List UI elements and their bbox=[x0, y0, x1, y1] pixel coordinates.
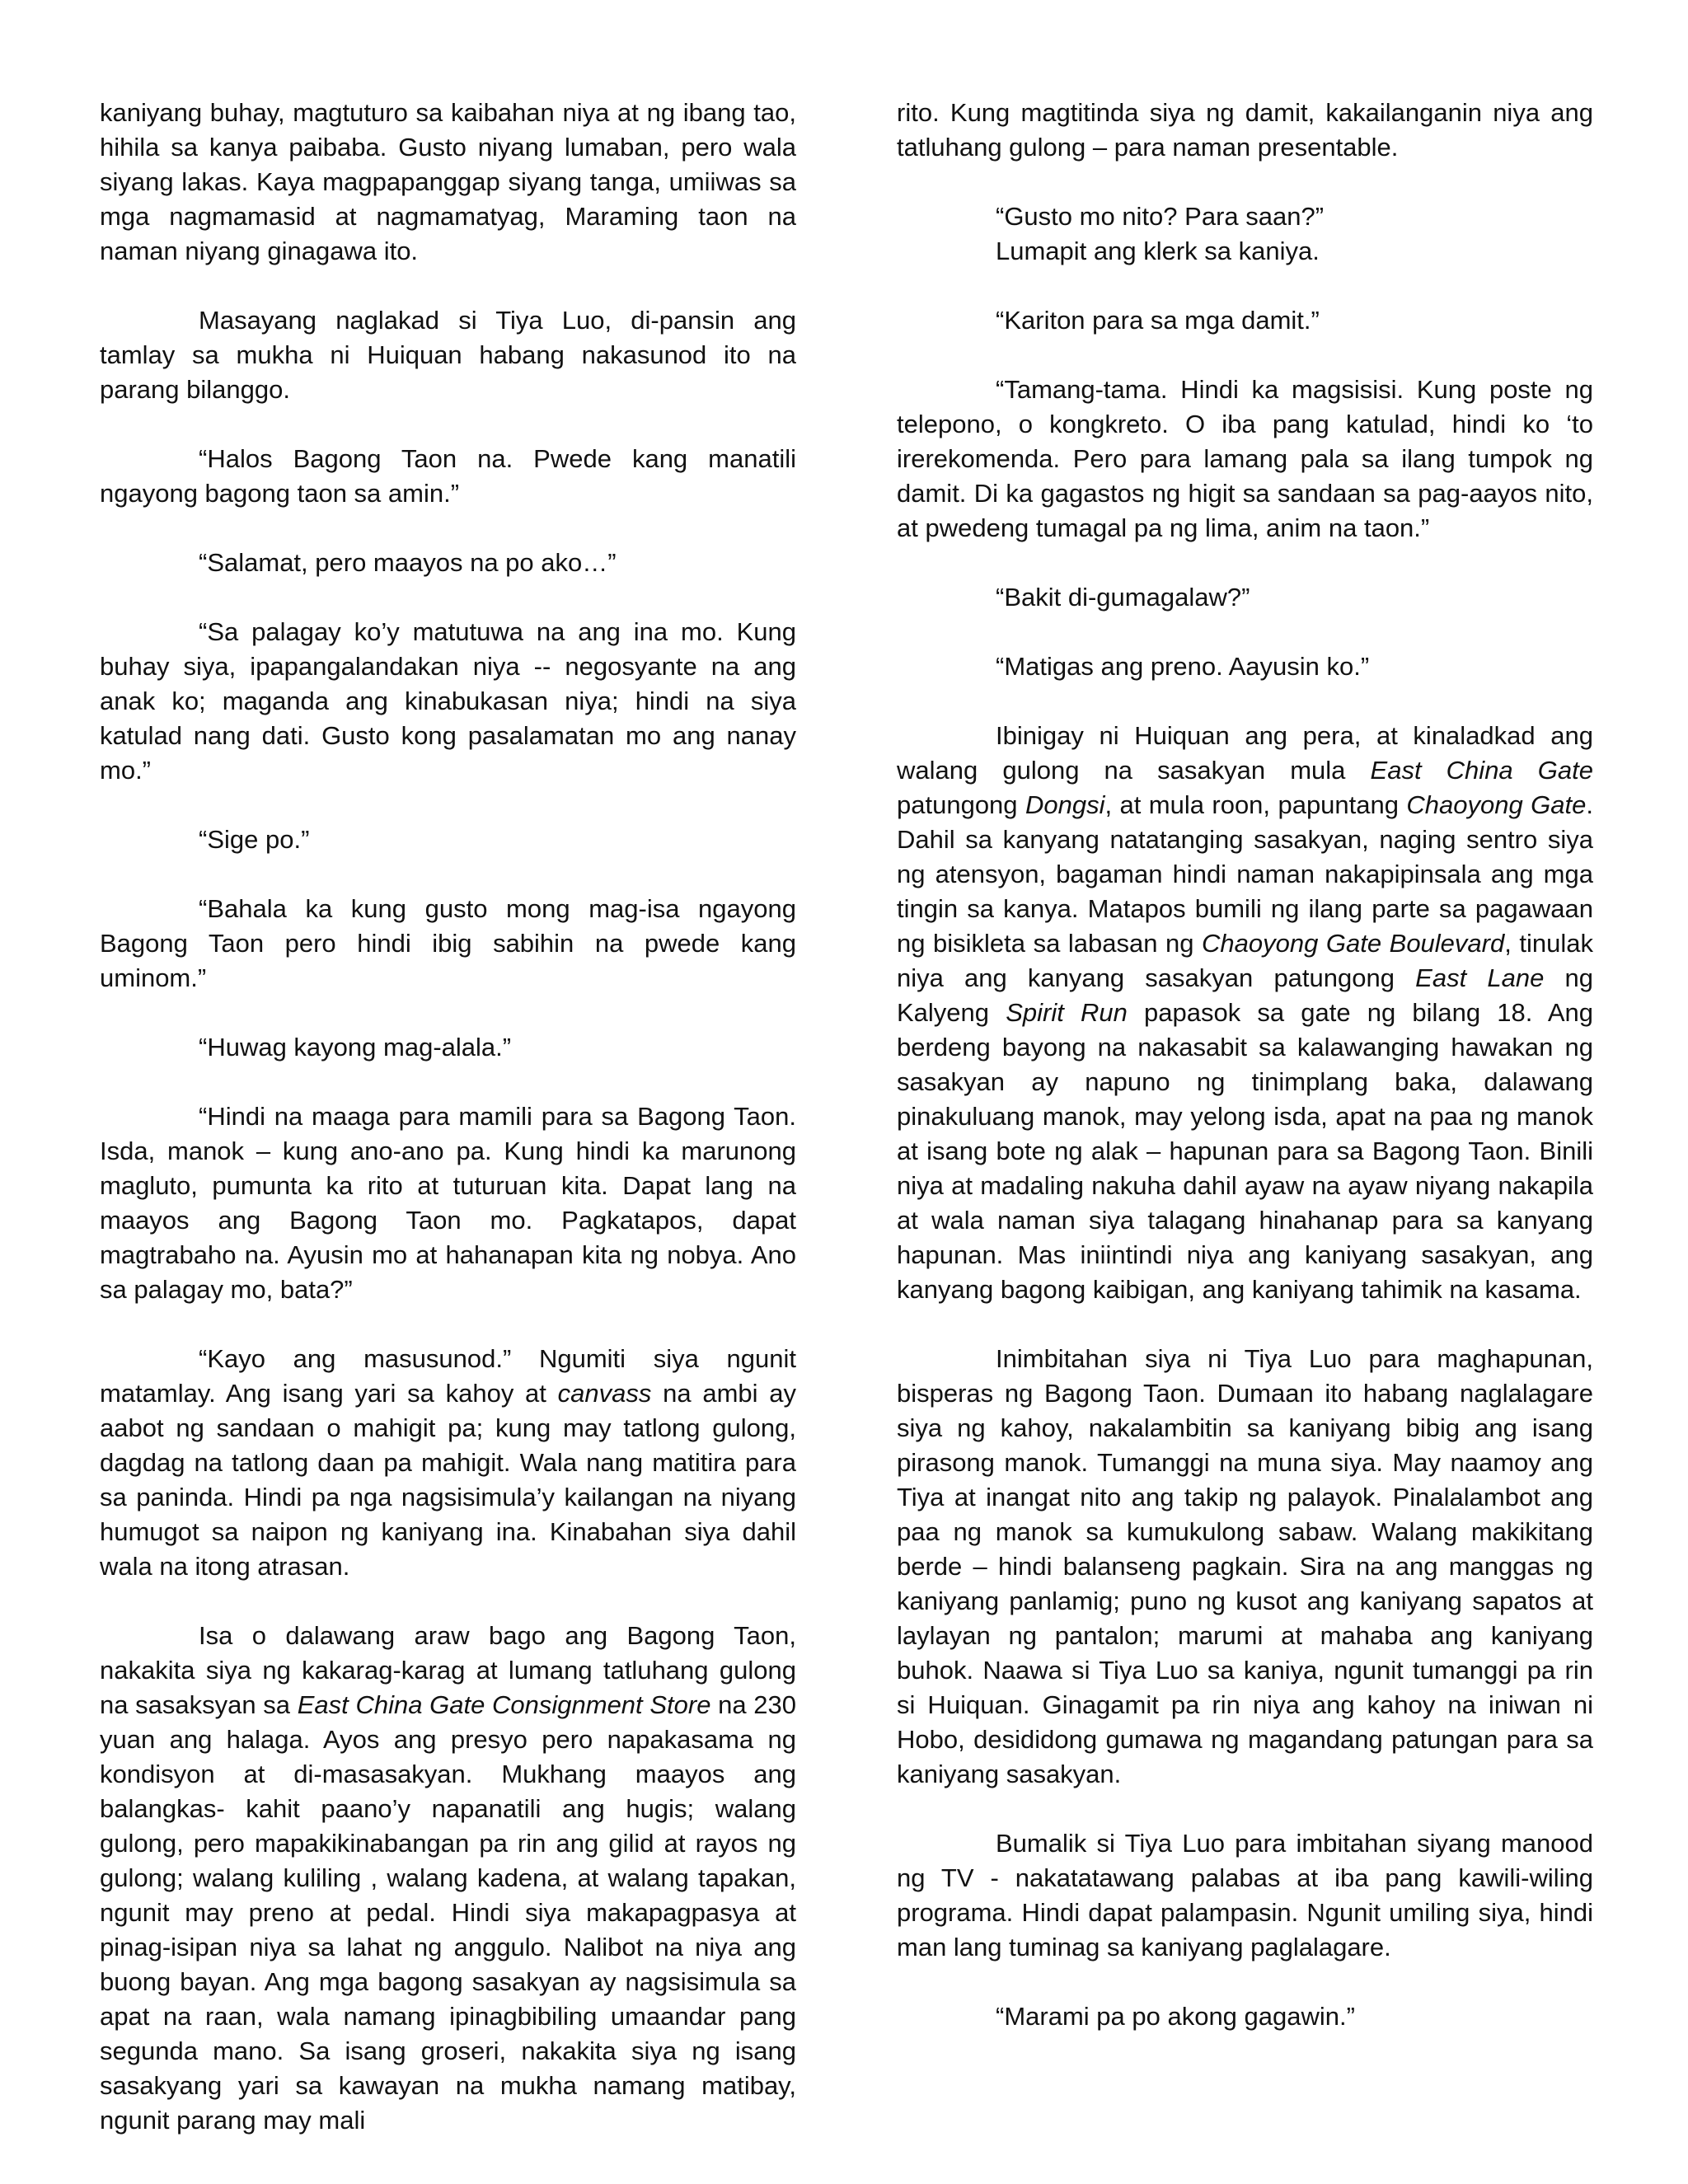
dialogue-paragraph: “Halos Bagong Taon na. Pwede kang manatili ngayong bagong taon sa amin.” bbox=[100, 444, 796, 508]
paragraph bbox=[100, 1619, 796, 2138]
text-run: na ambi ay aabot ng sandaan o mahigit pa; kung may tatlong gulong, dagdag na tatlong daan pa mahigit. Wala nang matitira para sa paninda. Hindi pa nga nagsisimula’y kailangan na niyang humugot sa naipon ng kaniyang ina. Kinabahan siya dahil wala na itong atrasan. bbox=[100, 1379, 796, 1581]
dialogue-paragraph: “Sa palagay ko’y matutuwa na ang ina mo. Kung buhay siya, ipapangalandakan niya -- negosyante na ang anak ko; maganda ang kinabukasan niya; hindi na siya katulad nang dati. Gusto kong pasalamatan mo ang nanay mo.” bbox=[100, 617, 796, 785]
text-run: “Kayo ang masusunod.” Ngumiti siya ngunit matamlay. Ang isang yari sa kahoy at bbox=[100, 1344, 796, 1408]
dialogue-paragraph: “Tamang-tama. Hindi ka magsisisi. Kung poste ng telepono, o kongkreto. O iba pang katulad, hindi ko ‘to irerekomenda. Pero para lamang pala sa ilang tumpok ng damit. Di ka gagastos ng higit sa sandaan sa pag-aayos nito, at pwedeng tumagal pa ng lima, anim na taon.” bbox=[897, 375, 1593, 542]
right-column bbox=[897, 96, 1593, 2069]
dialogue-paragraph: “Hindi na maaga para mamili para sa Bagong Taon. Isda, manok – kung ano-ano pa. Kung hindi ka marunong magluto, pumunta ka rito at tuturuan kita. Dapat lang na maayos ang Bagong Taon mo. Pagkatapos, dapat magtrabaho na. Ayusin mo at hahanapan kita ng nobya. Ano sa palagay mo, bata?” bbox=[100, 1102, 796, 1304]
paragraph bbox=[897, 719, 1593, 1307]
italic-term: Chaoyong Gate bbox=[1406, 790, 1587, 819]
paragraph: rito. Kung magtitinda siya ng damit, kakailanganin niya ang tatluhang gulong – para naman presentable. bbox=[897, 98, 1593, 162]
dialogue-paragraph: “Kariton para sa mga damit.” bbox=[996, 306, 1320, 335]
text-run: papasok sa gate ng bilang 18. Ang berdeng bayong na nakasabit sa kalawanging hawakan ng sasakyan ay napuno ng tinimplang baka, dalawang pinakuluang manok, may yelong isda, apat na paa ng manok at isang bote ng alak – hapunan para sa Bagong Taon. Binili niya at madaling nakuha dahil ayaw na ayaw niyang nakapila at wala naman siya talagang hinahanap para sa kanyang hapunan. Mas iniintindi niya ang kaniyang sasakyan, ang kanyang bagong kaibigan, ang kaniyang tahimik na kasama. bbox=[897, 998, 1593, 1304]
paragraph: kaniyang buhay, magtuturo sa kaibahan niya at ng ibang tao, hihila sa kanya paibaba. Gusto niyang lumaban, pero wala siyang lakas. Kaya magpapanggap siyang tanga, umiiwas sa mga nagmamasid at nagmamatyag, Maraming taon na naman niyang ginagawa ito. bbox=[100, 98, 796, 265]
italic-term: Dongsi bbox=[1025, 790, 1105, 819]
text-run: patungong bbox=[897, 790, 1025, 819]
italic-term: East Lane bbox=[1415, 963, 1545, 992]
text-run: Ibinigay ni Huiquan ang pera, at kinaladkad ang walang gulong na sasakyan mula bbox=[897, 721, 1593, 785]
dialogue-paragraph: “Matigas ang preno. Aayusin ko.” bbox=[996, 652, 1370, 681]
italic-term: Spirit Run bbox=[1006, 998, 1128, 1027]
text-run: Isa o dalawang araw bago ang Bagong Taon, nakakita siya ng kakarag-karag at lumang tatluhang gulong na sasaksyan sa bbox=[100, 1621, 796, 1719]
paragraph bbox=[100, 1342, 796, 1584]
dialogue-line: “Gusto mo nito? Para saan?” bbox=[996, 202, 1325, 231]
italic-term: East China Gate Consignment Store bbox=[297, 1690, 711, 1719]
text-run: na 230 yuan ang halaga. Ayos ang presyo pero napakasama ng kondisyon at di-masasakyan. Mukhang maayos ang balangkas- kahit paano’y napanatili ang hugis; walang gulong, pero mapakikinabangan pa rin ang gilid at rayos ng gulong; walang kuliling , walang kadena, at walang tapakan, ngunit may preno at pedal. Hindi siya makapagpasya at pinag-isipan niya sa lahat ng anggulo. Nalibot na niya ang buong bayan. Ang mga bagong sasakyan ay nagsisimula sa apat na raan, wala namang ipinagbibiling umaandar pang segunda mano. Sa isang groseri, nakakita siya ng isang sasakyang yari sa kawayan na mukha namang matibay, ngunit parang may mali bbox=[100, 1690, 796, 2135]
italic-term: Chaoyong Gate Boulevard bbox=[1202, 929, 1505, 958]
paragraph: Bumalik si Tiya Luo para imbitahan siyang manood ng TV - nakatatawang palabas at iba pang kawili-wiling programa. Hindi dapat palampasin. Ngunit umiling siya, hindi man lang tuminag sa kaniyang paglalagare. bbox=[897, 1829, 1593, 1961]
dialogue-paragraph: “Bakit di-gumagalaw?” bbox=[996, 583, 1250, 612]
text-run: , at mula roon, papuntang bbox=[1104, 790, 1407, 819]
dialogue-paragraph: “Bahala ka kung gusto mong mag-isa ngayong Bagong Taon pero hindi ibig sabihin na pwede kang uminom.” bbox=[100, 894, 796, 992]
dialogue-paragraph: “Huwag kayong mag-alala.” bbox=[199, 1033, 512, 1062]
text-run: . Dahil sa kanyang natatanging sasakyan, naging sentro siya ng atensyon, bagaman hindi naman nakapipinsala ang mga tingin sa kanya. Matapos bumili ng ilang parte sa pagawaan ng bisikleta sa labasan ng bbox=[897, 790, 1594, 958]
text-run: , tinulak niya ang kanyang sasakyan patungong bbox=[897, 929, 1593, 992]
dialogue-paragraph: “Sige po.” bbox=[199, 825, 310, 854]
paragraph: Inimbitahan siya ni Tiya Luo para maghapunan, bisperas ng Bagong Taon. Dumaan ito habang naglalagare siya ng kahoy, nakalambitin sa kaniyang bibig ang isang pirasong manok. Tumanggi na muna siya. May naamoy ang Tiya at inangat nito ang takip ng palayok. Pinalalambot ang paa ng manok sa kumukulong sabaw. Walang makikitang berde – hindi balanseng pagkain. Sira na ang manggas ng kaniyang panlamig; puno ng kusot ang kaniyang sapatos at laylayan ng pantalon; marumi at mahaba ang kaniyang buhok. Naawa si Tiya Luo sa kaniya, ngunit tumanggi pa rin si Huiquan. Ginagamit pa rin niya ang kahoy na iniwan ni Hobo, desididong gumawa ng magandang patungan para sa kaniyang sasakyan. bbox=[897, 1344, 1593, 1788]
dialogue-line: Lumapit ang klerk sa kaniya. bbox=[996, 237, 1320, 265]
dialogue-paragraph: “Marami pa po akong gagawin.” bbox=[996, 2002, 1355, 2031]
italic-term: canvass bbox=[557, 1379, 652, 1408]
dialogue-paragraph: “Salamat, pero maayos na po ako…” bbox=[199, 548, 617, 577]
left-column bbox=[100, 96, 796, 2172]
paragraph: Masayang naglakad si Tiya Luo, di-pansin ang tamlay sa mukha ni Huiquan habang nakasunod ito na parang bilanggo. bbox=[100, 306, 796, 404]
italic-term: East China Gate bbox=[1370, 756, 1593, 785]
dialogue-paragraph bbox=[897, 199, 1593, 269]
text-run: ng Kalyeng bbox=[897, 963, 1593, 1027]
